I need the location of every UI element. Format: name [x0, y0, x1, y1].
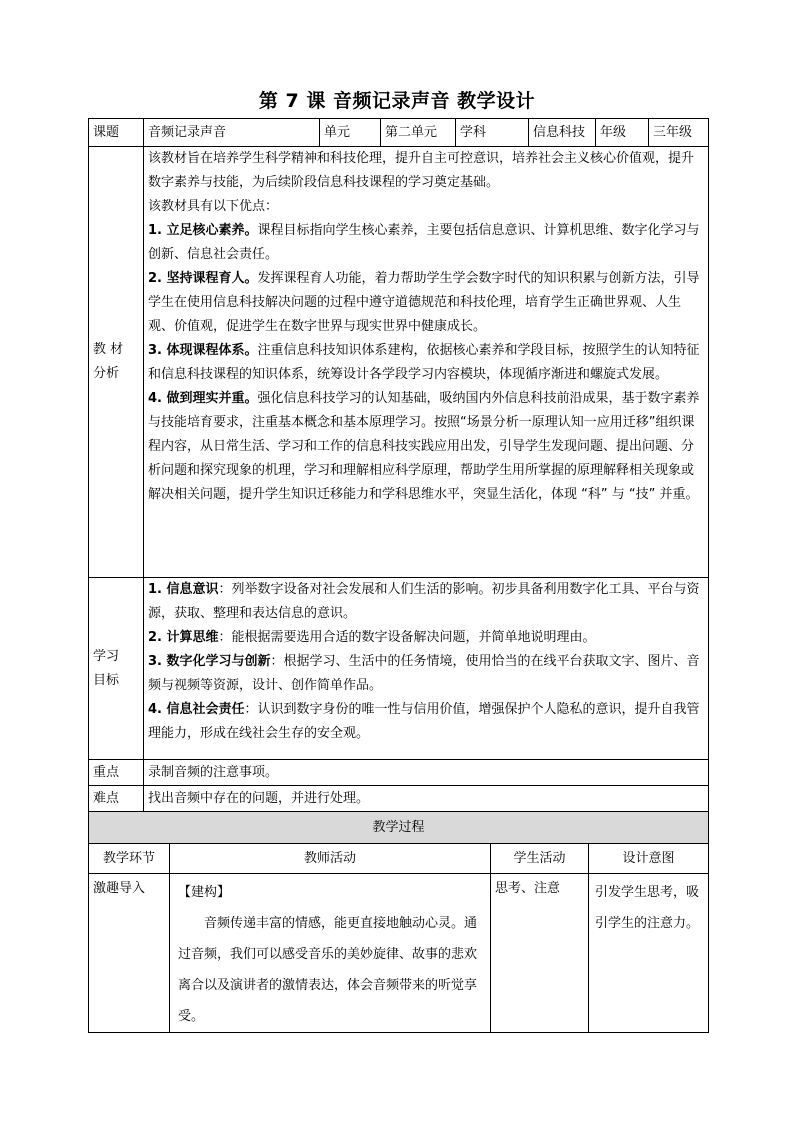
goal-heading: 2. 计算思维: [148, 630, 219, 645]
analysis-label-line2: 分析: [93, 366, 120, 381]
grade-value: 三年级: [649, 119, 709, 147]
design-intent: 引发学生思考，吸引学生的注意力。: [595, 885, 700, 931]
unit-value: 第二单元: [381, 119, 456, 147]
analysis-point: [148, 339, 704, 387]
goal-body: ：认识到数字身份的唯一性与信用价值，增强保护个人隐私的意识，提升自我管理能力，形成在线社会生存的安全观。: [148, 702, 700, 741]
goal-body: ：能根据需要选用合适的数字设备解决问题，并简单地说明理由。: [218, 630, 596, 645]
teacher-activity-text: 音频传递丰富的情感，能更直接地触动心灵。通过音频，我们可以感受音乐的美妙旋律、故事的悲欢离合以及演讲者的激情表达，体会音频带来的听觉享受。: [178, 916, 478, 1024]
col-teacher-header: 教师活动: [170, 844, 491, 874]
goal-item: [148, 650, 704, 698]
teacher-tag: 【建构】: [178, 885, 231, 900]
key-point-value: 录制音频的注意事项。: [144, 760, 709, 786]
difficulty-row: [89, 786, 709, 812]
analysis-point: [148, 219, 704, 267]
student-activity: 思考、注意: [495, 881, 561, 896]
topic-row: [89, 119, 709, 147]
analysis-row: [89, 147, 709, 578]
point-heading: 1. 立足核心素养。: [148, 223, 258, 238]
grade-label: 年级: [596, 119, 649, 147]
goals-label-line1: 学习: [93, 648, 120, 664]
key-point-label: 重点: [89, 760, 144, 786]
topic-value: 音频记录声音: [144, 119, 320, 147]
unit-label: 单元: [320, 119, 381, 147]
lesson-info-table: [88, 118, 709, 812]
analysis-lead: 该教材具有以下优点：: [148, 199, 279, 214]
process-header: 教学过程: [89, 812, 709, 844]
teacher-activity-cell: [170, 874, 491, 1033]
stage-cell: [89, 874, 170, 1033]
student-activity-cell: [491, 874, 589, 1033]
point-body: 强化信息科技学习的认知基础，吸纳国内外信息科技前沿成果，基于数字素养与技能培育要求，注重基本概念和基本原理学习。按照“场景分析一原理认知一应用迁移”组织课程内容，从日常生活、学习和工作的信息科技实践应用出发，引导学生发现问题、提出问题、分析问题和探究现象的机理，学习和理解相应科学原理，帮助学生用所掌握的原理解释相关现象或解决相关问题，提升学生知识迁移能力和学科思维水平，突显生活化，体现 “科” 与 “技” 并重。: [148, 391, 700, 502]
point-body: 课程目标指向学生核心素养，主要包括信息意识、计算机思维、数字化学习与创新、信息社会责任。: [148, 223, 700, 262]
analysis-point: [148, 387, 704, 507]
point-heading: 2. 坚持课程育人。: [148, 271, 258, 286]
process-column-header-row: [89, 844, 709, 874]
goals-label: [89, 578, 144, 760]
page-title: 第 7 课 音频记录声音 教学设计: [258, 90, 536, 112]
teaching-process-table: [88, 811, 709, 1033]
design-intent-cell: [589, 874, 709, 1033]
goal-item: [148, 698, 704, 746]
process-row: [89, 874, 709, 1033]
topic-label: 课题: [89, 119, 144, 147]
col-stage-header: 教学环节: [89, 844, 170, 874]
point-body: 发挥课程育人功能，着力帮助学生学会数字时代的知识积累与创新方法，引导学生在使用信息科技解决问题的过程中遵守道德规范和科技伦理，培育学生正确世界观、人生观、价值观，促进学生在数字世界与现实世界中健康成长。: [148, 271, 700, 334]
goals-label-line2: 目标: [93, 672, 120, 688]
subject-label: 学科: [456, 119, 529, 147]
process-header-row: [89, 812, 709, 844]
difficulty-label: 难点: [89, 786, 144, 812]
analysis-intro: 该教材旨在培养学生科学精神和科技伦理，提升自主可控意识，培养社会主义核心价值观，提升数字素养与技能，为后续阶段信息科技课程的学习奠定基础。: [148, 151, 695, 190]
key-point-row: [89, 760, 709, 786]
goal-heading: 1. 信息意识: [148, 582, 219, 597]
col-student-header: 学生活动: [491, 844, 589, 874]
point-heading: 4. 做到理实并重。: [148, 391, 258, 406]
goal-heading: 3. 数字化学习与创新: [148, 654, 271, 669]
goals-content: [144, 578, 709, 760]
goal-body: ：根据学习、生活中的任务情境，使用恰当的在线平台获取文字、图片、音频与视频等资源，设计、创作简单作品。: [148, 654, 700, 693]
point-heading: 3. 体现课程体系。: [148, 343, 258, 358]
analysis-point: [148, 267, 704, 339]
point-body: 注重信息科技知识体系建构，依据核心素养和学段目标，按照学生的认知特征和信息科技课程的知识体系，统筹设计各学段学习内容模块，体现循序渐进和螺旋式发展。: [148, 343, 700, 382]
analysis-label: [89, 147, 144, 578]
goal-heading: 4. 信息社会责任: [148, 702, 245, 717]
analysis-label-line1: 教 材: [93, 342, 124, 357]
goal-body: ：列举数字设备对社会发展和人们生活的影响。初步具备利用数字化工具、平台与资源，获取、整理和表达信息的意识。: [148, 582, 700, 621]
stage-name: 激趣导入: [93, 881, 146, 896]
goal-item: [148, 626, 704, 650]
col-intent-header: 设计意图: [589, 844, 709, 874]
analysis-content: [144, 147, 709, 578]
goals-row: [89, 578, 709, 760]
goal-item: [148, 578, 704, 626]
subject-value: 信息科技: [529, 119, 596, 147]
difficulty-value: 找出音频中存在的问题，并进行处理。: [144, 786, 709, 812]
